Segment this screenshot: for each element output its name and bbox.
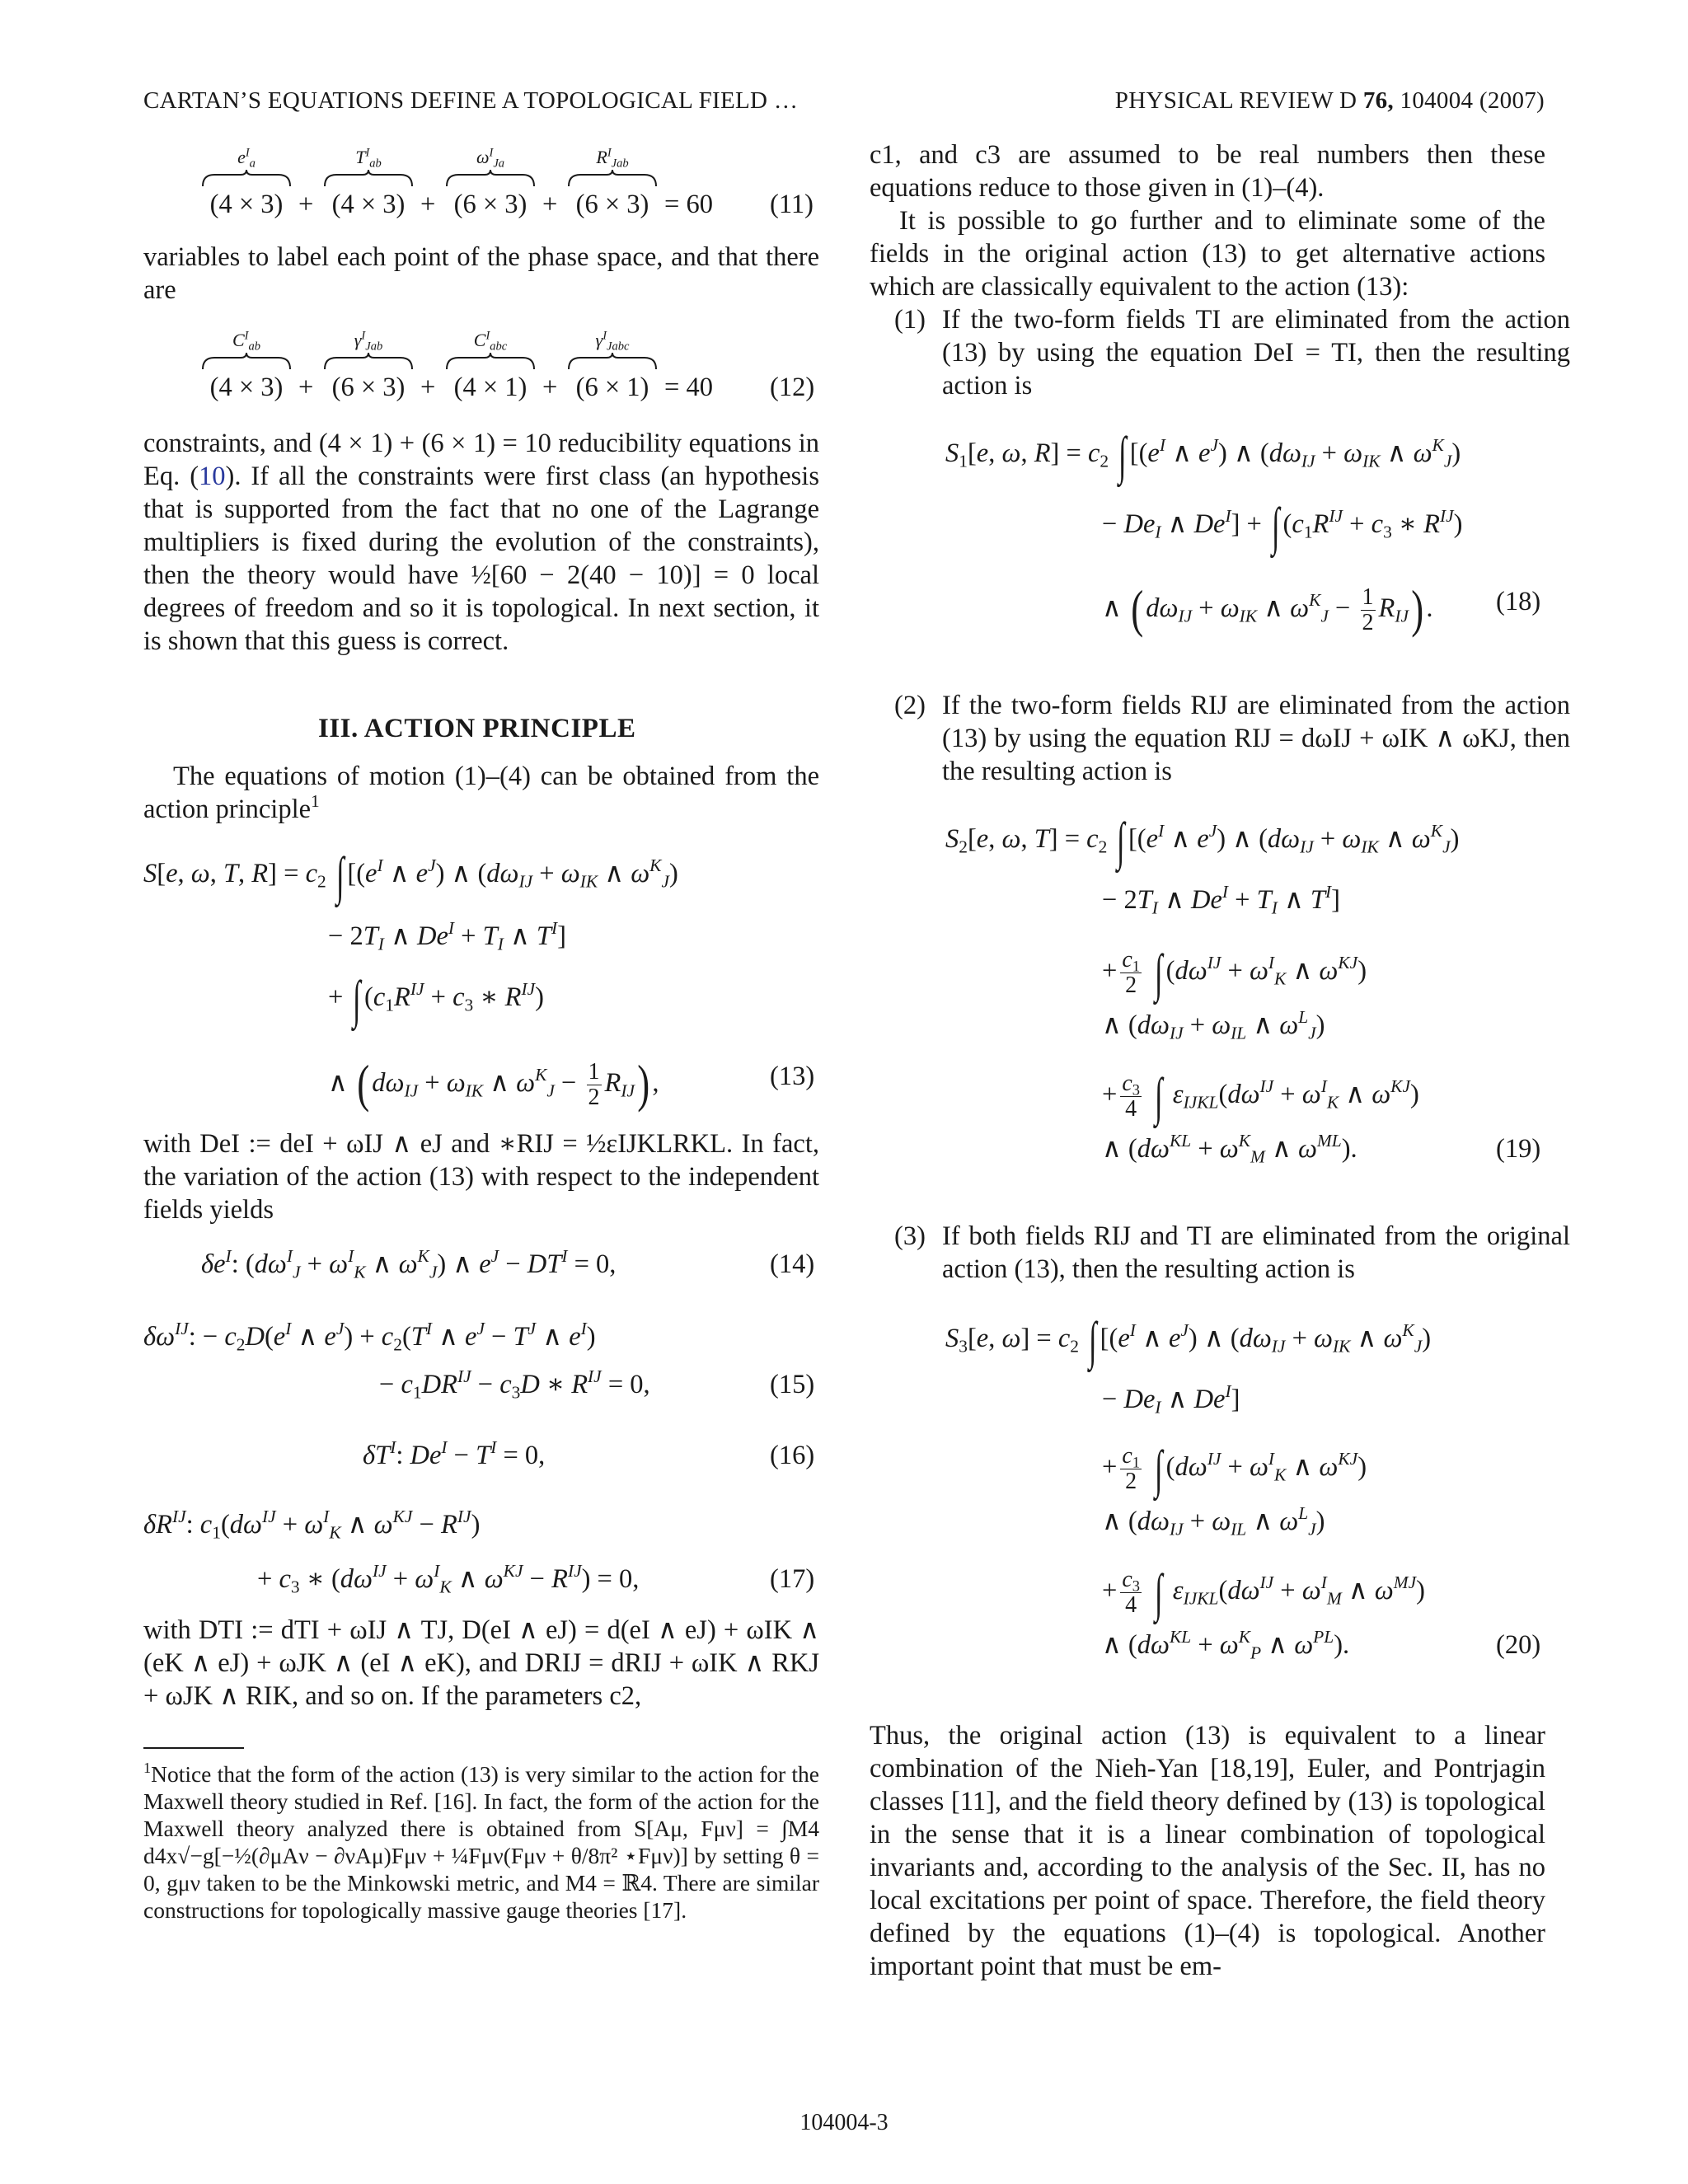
eq11-expr-1: (4 × 3) xyxy=(209,190,284,219)
eq12-label-4: $\gamma^I_{Jabc}$ xyxy=(595,329,630,354)
header-journal-name: PHYSICAL REVIEW D xyxy=(1114,87,1363,114)
underbrace-icon xyxy=(567,170,658,188)
plus-sign: + xyxy=(542,373,558,402)
header-volume: 76, xyxy=(1362,87,1394,114)
eq14: $\delta e^I$: ($d\omega^I_J + \omega^I_K$ ∧ $\omega^K_J$) ∧ $e^J - DT^I = 0$, xyxy=(201,1246,617,1282)
equation-number-20: (20) xyxy=(1496,1630,1541,1660)
eq13-line-2: − $2T_I$ ∧ $De^I + T_I$ ∧ $T^I$] xyxy=(328,918,566,954)
underbrace-icon xyxy=(201,353,292,371)
list-item-2-text: If the two-form fields RIJ are eliminated from the action (13) by using the equation RIJ = dωIJ + ωIK ∧ ωKJ, then the resulting action is xyxy=(942,691,1570,786)
plus-sign: + xyxy=(298,190,314,219)
eq18-line-1: $S_1[e$, ω, $R] = c_2$ ∫ [($e^I$ ∧ $e^J$) ∧ ($d\omega_{IJ} + \omega_{IK}$ ∧ $\omega^K_J$) xyxy=(945,426,1461,485)
list-number-2: (2) xyxy=(894,691,926,720)
plus-sign: + xyxy=(420,190,436,219)
equation-number-19: (19) xyxy=(1496,1134,1541,1164)
equation-number-13: (13) xyxy=(770,1062,815,1091)
equation-number-17: (17) xyxy=(770,1564,815,1594)
eq20-line-6: ∧ ($d\omega^{KL} + \omega^K_P$ ∧ $\omega^{PL}$). xyxy=(1102,1627,1350,1663)
eq12-label-3: $C^I_{abc}$ xyxy=(473,329,508,354)
paragraph-with-def: with DeI := deI + ωIJ ∧ eJ and ∗RIJ = ½εIJKLRKL. In fact, the variation of the action (13) with respect to the independent fields yields xyxy=(143,1129,819,1225)
footnote-rule xyxy=(143,1747,244,1749)
eq19-line-1: $S_2[e$, ω, $T] = c_2$ ∫ [($e^I$ ∧ $e^J$) ∧ ($d\omega_{IJ} + \omega_{IK}$ ∧ $\omega^K_J$) xyxy=(945,812,1460,870)
plus-sign: + xyxy=(420,373,436,402)
eq12-expr-2: (6 × 3) xyxy=(331,373,406,402)
eq12-label-2: $\gamma^I_{Jab}$ xyxy=(354,329,383,354)
header-article: 104004 (2007) xyxy=(1393,87,1545,114)
eq-ref-link[interactable]: 10 xyxy=(199,462,226,491)
list-item-3 xyxy=(894,1220,1570,1286)
footnote-number: 1 xyxy=(143,1760,152,1777)
eq17-line-2: + $c_3$ ∗ ($d\omega^{IJ} + \omega^I_K$ ∧ $\omega^{KJ} - R^{IJ}) = 0$, xyxy=(257,1561,640,1597)
eq11-label-2: $T^I_{ab}$ xyxy=(355,146,382,171)
footnote-text: Notice that the form of the action (13) is very similar to the action for the Maxwell theory studied in Ref. [16]. In fact, the form of the action for the Maxwell theory analyzed there is obtained from S[Aμ, Fμν] = ∫M4 d4x√−g[−½(∂μAν − ∂νAμ)Fμν + ¼Fμν(Fμν + θ/8π² ⋆Fμν)] by setting θ = 0, gμν taken to be the Minkowski metric, and M4 = ℝ4. There are similar constructions for topologically massive gauge theories [17]. xyxy=(143,1761,819,1923)
eq11-expr-4: (6 × 3) xyxy=(575,190,649,219)
eq11-label-3: $\omega^I_{Ja}$ xyxy=(476,146,505,171)
eq16: $\delta T^I$: $De^I - T^I = 0$, xyxy=(363,1437,546,1470)
equation-12 xyxy=(201,330,819,412)
underbrace-icon xyxy=(567,353,658,371)
eq11-expr-3: (6 × 3) xyxy=(453,190,528,219)
paragraph-right-top: c1, and c3 are assumed to be real numbers then these equations reduce to those given in (1)–(4). xyxy=(870,140,1545,203)
paragraph-conclusion: Thus, the original action (13) is equivalent to a linear combination of the Nieh-Yan [18,19], Euler, and Pontrjagin classes [11], and the field theory defined by (13) is topological in the sense that it is a linear combination of topological invariants and, according to the analysis of the Sec. II, has no local excitations per point of space. Therefore, the field theory defined by the equations (1)–(4) is topological. Another important point that must be em- xyxy=(870,1721,1545,1981)
equation-number-11: (11) xyxy=(770,190,814,219)
underbrace-icon xyxy=(323,170,414,188)
equation-number-18: (18) xyxy=(1496,587,1541,616)
paragraph-go-further: It is possible to go further and to eliminate some of the fields in the original action (13) to get alternative actions which are classically equivalent to the action (13): xyxy=(870,206,1545,302)
eq19-line-3: + $\frac{c_1}{2}$ ∫ ($d\omega^{IJ} + \omega^I_K$ ∧ $\omega^{KJ}$) xyxy=(1102,943,1367,1002)
plus-sign: + xyxy=(542,190,558,219)
degrees-text-a: constraints, and (4 × 1) + (6 × 1) = 10 reducibility equations in Eq. ( xyxy=(143,429,819,491)
running-header xyxy=(143,87,1545,120)
underbrace-icon xyxy=(201,170,292,188)
eq20-line-1: $S_3[e$, $\omega] = c_2$ ∫ [($e^I$ ∧ $e^J$) ∧ ($d\omega_{IJ} + \omega_{IK}$ ∧ $\omega^K_J$) xyxy=(945,1311,1432,1370)
equation-11 xyxy=(201,147,819,229)
footnote xyxy=(143,1760,819,1924)
eq18-line-2: − $De_I$ ∧ $De^I$] + ∫ ($c_1R^{IJ} + c_3$ ∗ $R^{IJ}$) xyxy=(1102,497,1463,555)
underbrace-icon xyxy=(445,353,536,371)
footnote-marker[interactable]: 1 xyxy=(311,791,320,812)
eq11-expr-2: (4 × 3) xyxy=(331,190,406,219)
eq11-result: = 60 xyxy=(664,190,713,219)
eq18-line-3: ∧ ($d\omega_{IJ} + \omega_{IK}$ ∧ $\omega^K_J$ − $\frac{1}{2}$ $R_{IJ}$). xyxy=(1102,579,1433,638)
list-number-3: (3) xyxy=(894,1221,926,1251)
eq13-line-1: S[e, ω, T, $R] = c_2$ ∫ [($e^I$ ∧ $e^J$) ∧ ($d\omega_{IJ} + \omega_{IK}$ ∧ $\omega^K_J$) xyxy=(143,846,678,905)
list-number-1: (1) xyxy=(894,305,926,335)
eq13-line-4: ∧ ($d\omega_{IJ} + \omega_{IK}$ ∧ $\omega^K_J$ − $\frac{1}{2}$ $R_{IJ}$), xyxy=(328,1053,659,1113)
eq11-label-4: $R^I_{Jab}$ xyxy=(596,146,629,171)
eq20-line-4: ∧ ($d\omega_{IJ} + \omega_{IL}$ ∧ $\omega^L_J$) xyxy=(1102,1503,1325,1540)
eq19-line-2: − $2T_I$ ∧ $De^I + T_I$ ∧ $T^I$] xyxy=(1102,882,1340,918)
equation-number-14: (14) xyxy=(770,1249,815,1279)
plus-sign: + xyxy=(298,373,314,402)
eq20-line-5: + $\frac{c_3}{4}$ ∫ $\varepsilon_{IJKL}(d\omega^{IJ} + \omega^I_M$ ∧ $\omega^{MJ}$) xyxy=(1102,1563,1425,1622)
equation-number-12: (12) xyxy=(770,373,815,402)
eq17-line-1: $\delta R^{IJ}$: $c_1(d\omega^{IJ} + \omega^I_K$ ∧ $\omega^{KJ} - R^{IJ}$) xyxy=(143,1507,481,1543)
eq15-line-1: $\delta\omega^{IJ}$: − $c_2D(e^I$ ∧ $e^J) + c_2(T^I$ ∧ $e^J - T^J$ ∧ $e^I$) xyxy=(143,1319,596,1355)
eq19-line-6: ∧ ($d\omega^{KL} + \omega^K_M$ ∧ $\omega^{ML}$). xyxy=(1102,1131,1357,1167)
header-title: CARTAN’S EQUATIONS DEFINE A TOPOLOGICAL FIELD … xyxy=(143,87,799,114)
paragraph-degrees-of-freedom xyxy=(143,427,819,658)
underbrace-icon xyxy=(445,170,536,188)
eq19-line-5: + $\frac{c_3}{4}$ ∫ $\varepsilon_{IJKL}(d\omega^{IJ} + \omega^I_K$ ∧ $\omega^{KJ}$) xyxy=(1102,1066,1419,1126)
degrees-text-b: ). If all the constraints were first class (an hypothesis that is supported from the fact that no one of the Lagrange multipliers is fixed during the evolution of the constraints), then the theory would have ½[60 − 2(40 − 10)] = 0 local degrees of freedom and so it is topological. In next section, it is shown that this guess is correct. xyxy=(143,462,819,656)
eq15-line-2: − $c_1DR^{IJ} - c_3D$ ∗ $R^{IJ} = 0$, xyxy=(379,1366,650,1403)
list-item-3-text: If both fields RIJ and TI are eliminated from the original action (13), then the resulting action is xyxy=(942,1221,1570,1284)
paragraph-action-intro xyxy=(143,760,819,826)
list-item-1 xyxy=(894,303,1570,402)
eq20-line-2: − $De_I$ ∧ $De^I$] xyxy=(1102,1381,1240,1418)
eq11-label-1: $e^I_a$ xyxy=(237,146,256,171)
list-item-1-text: If the two-form fields TI are eliminated from the action (13) by using the equation DeI = TI, then the resulting action is xyxy=(942,305,1570,401)
paragraph-after-eq11: variables to label each point of the phase space, and that there are xyxy=(143,242,819,305)
eq13-line-3: + ∫ ($c_1R^{IJ} + c_3$ ∗ $R^{IJ}$) xyxy=(328,970,544,1029)
equation-number-16: (16) xyxy=(770,1441,815,1470)
paragraph-with-DT: with DTI := dTI + ωIJ ∧ TJ, D(eI ∧ eJ) = d(eI ∧ eJ) + ωIK ∧ (eK ∧ eJ) + ωJK ∧ (eI ∧ eK), and DRIJ = dRIJ + ωIK ∧ RKJ + ωJK ∧ RIK, and so on. If the parameters c2, xyxy=(143,1615,819,1711)
header-journal xyxy=(1115,87,1545,115)
eq12-expr-3: (4 × 1) xyxy=(453,373,528,402)
list-item-2 xyxy=(894,689,1570,788)
underbrace-icon xyxy=(323,353,414,371)
eq12-expr-1: (4 × 3) xyxy=(209,373,284,402)
equation-number-15: (15) xyxy=(770,1370,815,1399)
action-intro-text: The equations of motion (1)–(4) can be obtained from the action principle xyxy=(143,762,819,824)
eq12-result: = 40 xyxy=(664,373,713,402)
page-number: 104004-3 xyxy=(799,2110,889,2135)
eq19-line-4: ∧ ($d\omega_{IJ} + \omega_{IL}$ ∧ $\omega^L_J$) xyxy=(1102,1007,1325,1043)
section-title: III. ACTION PRINCIPLE xyxy=(318,714,636,743)
eq20-line-3: + $\frac{c_1}{2}$ ∫ ($d\omega^{IJ} + \omega^I_K$ ∧ $\omega^{KJ}$) xyxy=(1102,1439,1367,1498)
eq12-expr-4: (6 × 1) xyxy=(575,373,649,402)
eq12-label-1: $C^I_{ab}$ xyxy=(232,329,261,354)
